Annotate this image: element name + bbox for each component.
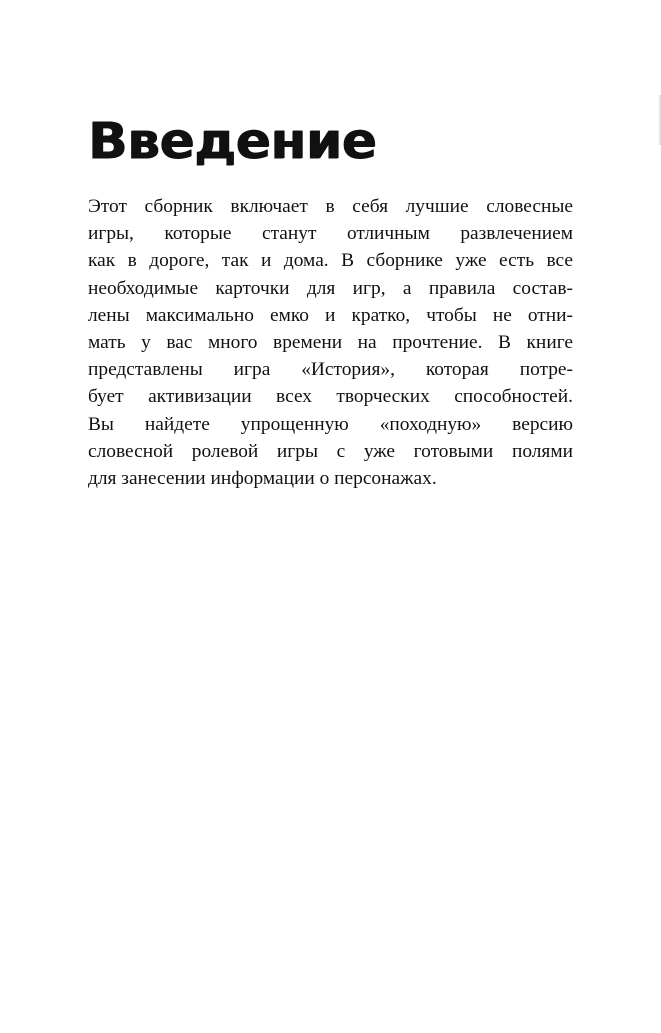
paragraph-line: представлены игра «История», которая потре- <box>88 359 573 381</box>
page-content <box>88 108 573 492</box>
paragraph-line: как в дороге, так и дома. В сборнике уже есть все <box>88 250 573 272</box>
paragraph-line: Вы найдете упрощенную «походную» версию <box>88 413 573 435</box>
page-title: Введение <box>88 112 377 170</box>
paragraph-line: бует активизации всех творческих способностей. <box>88 386 573 408</box>
paragraph-line: игры, которые станут отличным развлечением <box>88 223 573 245</box>
intro-paragraph <box>88 193 573 492</box>
paragraph-line: словесной ролевой игры с уже готовыми полями <box>88 440 573 462</box>
paragraph-line: лены максимально емко и кратко, чтобы не отни- <box>88 304 573 326</box>
paragraph-line: для занесении информации о персонажах. <box>88 468 437 490</box>
paragraph-line: необходимые карточки для игр, а правила состав- <box>88 277 573 299</box>
paragraph-line: Этот сборник включает в себя лучшие словесные <box>88 196 573 217</box>
paragraph-line: мать у вас много времени на прочтение. В книге <box>88 332 573 354</box>
